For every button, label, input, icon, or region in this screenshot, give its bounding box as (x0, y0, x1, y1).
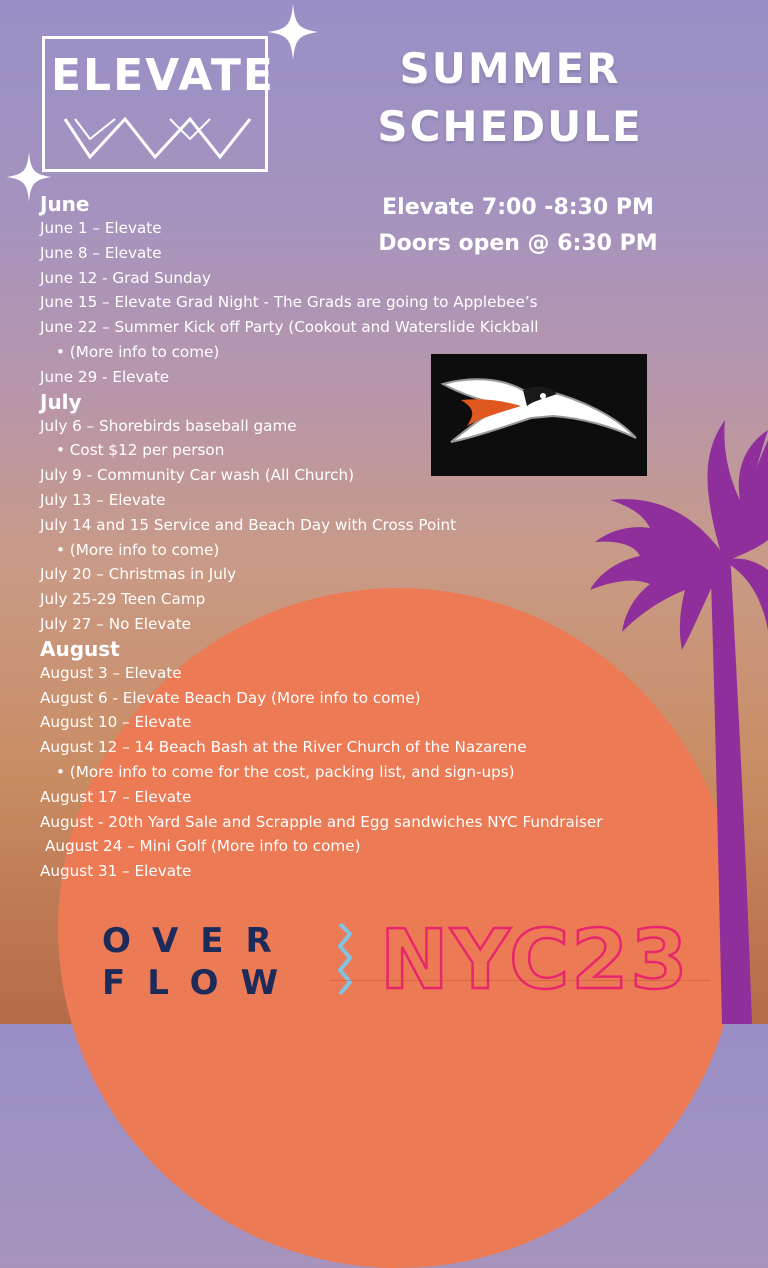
list-subitem: • (More info to come for the cost, packing list, and sign-ups) (40, 760, 740, 785)
list-item: June 8 – Elevate (40, 243, 162, 262)
list-item: July 25-29 Teen Camp (40, 590, 206, 609)
list-item: June 1 – Elevate (40, 219, 162, 237)
list-item: July 20 – Christmas in July (40, 565, 237, 584)
elevate-logo (42, 36, 275, 172)
title-line: SCHEDULE (377, 102, 643, 151)
list-item: June 29 - Elevate (40, 367, 170, 386)
list-item: August - 20th Yard Sale and Scrapple and Egg sandwiches NYC Fundraiser (40, 812, 603, 831)
horizon-line (330, 980, 710, 981)
list-item: August 12 – 14 Beach Bash at the River Church of the Nazarene (40, 738, 527, 757)
list-subitem: • (More info to come) (40, 340, 740, 365)
overflow-line: FLOW (102, 963, 301, 1003)
list-item: August 3 – Elevate (40, 663, 182, 682)
month-heading-june: June (40, 192, 90, 216)
nyc23-logo: NYC23 (380, 913, 690, 1008)
list-item: August 17 – Elevate (40, 787, 192, 806)
list-item: August 10 – Elevate (40, 713, 192, 732)
logo-text: ELEVATE (51, 50, 275, 101)
list-subitem: • (More info to come) (40, 538, 740, 563)
list-item: July 14 and 15 Service and Beach Day with Cross Point (40, 515, 457, 534)
list-item: July 6 – Shorebirds baseball game (40, 416, 297, 435)
overflow-line: OVER (102, 921, 294, 961)
list-item: August 6 - Elevate Beach Day (More info to come) (40, 688, 421, 707)
list-item: June 15 – Elevate Grad Night - The Grads are going to Applebee’s (40, 293, 538, 312)
zigzag-wave-icon (334, 922, 358, 1000)
list-item: July 27 – No Elevate (40, 614, 191, 633)
title-line: SUMMER (399, 44, 621, 93)
list-item: July 13 – Elevate (40, 490, 166, 509)
sparkle-star-icon (268, 4, 318, 60)
list-item: August 24 – Mini Golf (More info to come) (45, 837, 361, 856)
time-line: Elevate 7:00 -8:30 PM (382, 195, 654, 220)
overflow-logo (102, 920, 322, 1004)
list-item: June 12 - Grad Sunday (40, 268, 211, 287)
month-heading-july: July (40, 389, 82, 414)
page-title (320, 40, 700, 156)
month-heading-august: August (40, 636, 120, 661)
list-item: August 31 – Elevate (40, 862, 192, 881)
list-item: June 22 – Summer Kick off Party (Cookout and Waterslide Kickball (40, 318, 539, 337)
list-item: July 9 - Community Car wash (All Church) (40, 466, 354, 485)
list-subitem: • Cost $12 per person (40, 438, 740, 463)
time-line: Doors open @ 6:30 PM (378, 231, 658, 256)
